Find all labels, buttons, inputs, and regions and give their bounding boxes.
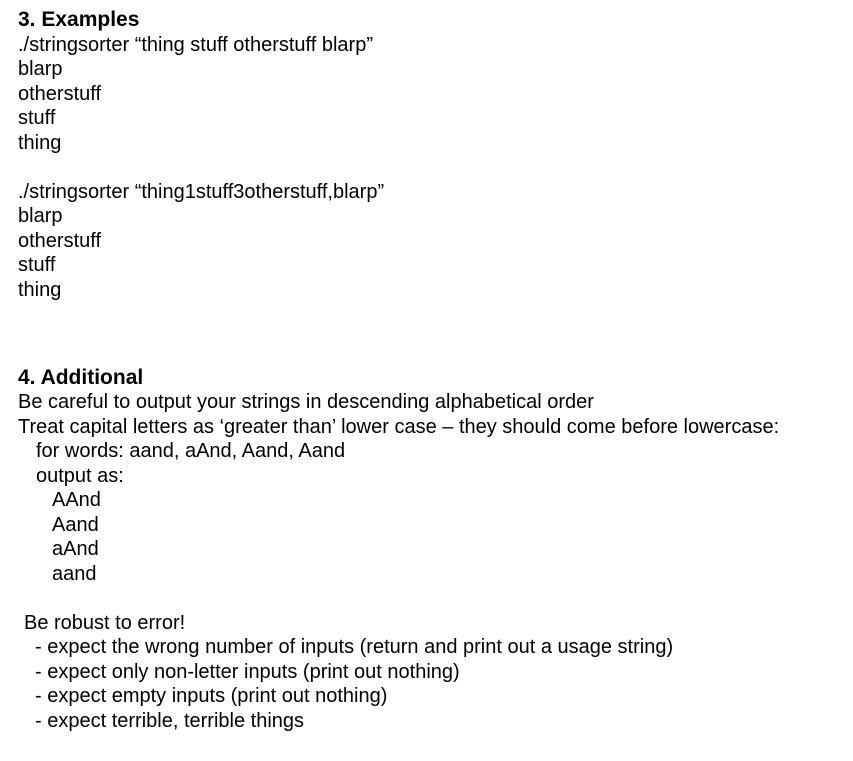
example-1-output-line: blarp <box>18 58 63 80</box>
spacer <box>18 302 848 341</box>
order-note: Be careful to output your strings in descending alphabetical order <box>18 391 594 413</box>
robust-title: Be robust to error! <box>24 611 186 634</box>
robust-list-item: - expect empty inputs (print out nothing) <box>35 685 388 707</box>
example-1-output-line: stuff <box>18 107 56 129</box>
output-as-line: output as: <box>36 464 124 487</box>
robustness-block <box>18 611 848 734</box>
section-heading-additional: 4. Additional <box>18 365 144 389</box>
example-2-output-line: stuff <box>18 254 56 276</box>
spacer <box>18 155 848 180</box>
output-list-item: aand <box>52 562 97 585</box>
output-list-item: AAnd <box>52 489 101 511</box>
robust-list-item: - expect only non-letter inputs (print out nothing) <box>35 660 460 683</box>
spacer <box>18 341 848 366</box>
robust-list-item: - expect terrible, terrible things <box>35 709 305 732</box>
example-1-command: ./stringsorter “thing stuff otherstuff blarp” <box>18 33 373 56</box>
document-page <box>18 8 848 733</box>
example-2-output-line: thing <box>18 278 62 301</box>
robust-list-item: - expect the wrong number of inputs (return and print out a usage string) <box>35 636 674 658</box>
example-2-command: ./stringsorter “thing1stuff3otherstuff,blarp” <box>18 180 385 203</box>
output-list-item: Aand <box>52 513 99 536</box>
capital-note: Treat capital letters as ‘greater than’ lower case – they should come before lowercase: <box>18 415 780 438</box>
example-1-output-line: otherstuff <box>18 82 102 105</box>
example-1-output-line: thing <box>18 131 62 154</box>
output-list-item: aAnd <box>52 538 99 560</box>
for-words-line: for words: aand, aAnd, Aand, Aand <box>36 440 346 462</box>
example-2-output-line: blarp <box>18 205 63 227</box>
section-heading-examples: 3. Examples <box>18 8 140 31</box>
spacer <box>18 586 848 611</box>
example-2-output-line: otherstuff <box>18 229 102 252</box>
